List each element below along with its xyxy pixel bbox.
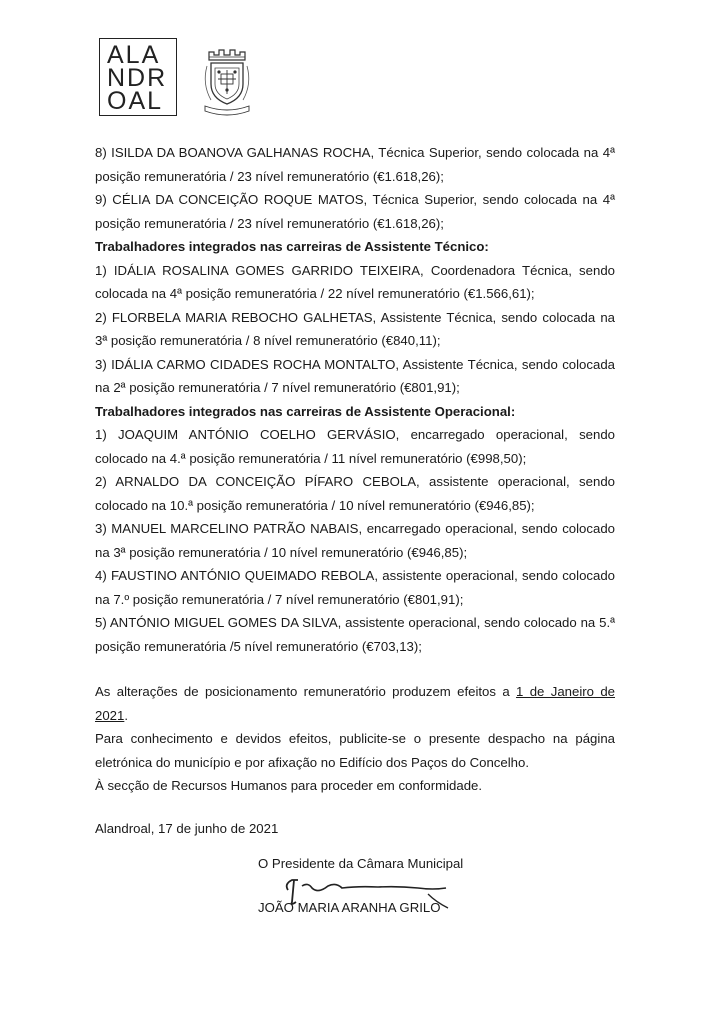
list-item: 3) IDÁLIA CARMO CIDADES ROCHA MONTALTO, Assistente Técnica, sendo colocada na 2ª posição remuneratória / 7 nível remuneratório (€801,91); [95, 356, 615, 395]
alandroal-logo [99, 38, 177, 116]
despacho-body [95, 141, 615, 798]
list-item: 4) FAUSTINO ANTÓNIO QUEIMADO REBOLA, assistente operacional, sendo colocado na 7.º posição remuneratória / 7 nível remuneratório (€801,91); [95, 568, 615, 607]
list-item: 1) JOAQUIM ANTÓNIO COELHO GERVÁSIO, encarregado operacional, sendo colocado na 4.ª posição remuneratória / 11 nível remuneratório (€998,50); [95, 427, 615, 466]
effects-suffix: . [124, 707, 129, 723]
logo-line-1: ALA [107, 41, 161, 69]
list-item: 9) CÉLIA DA CONCEIÇÃO ROQUE MATOS, Técnica Superior, sendo colocada na 4ª posição remuneratória / 23 nível remuneratório (€1.618,26); [95, 192, 615, 231]
publication-statement: Para conhecimento e devidos efeitos, publicite-se o presente despacho na página eletrónica do município e por afixação no Edifício dos Paços do Concelho. [95, 731, 615, 770]
effects-prefix: As alterações de posicionamento remuneratório produzem efeitos a [95, 684, 517, 699]
place-date: Alandroal, 17 de junho de 2021 [95, 821, 279, 836]
section-heading-assistente-tecnico: Trabalhadores integrados nas carreiras de Assistente Técnico: [95, 239, 489, 254]
list-item: 2) ARNALDO DA CONCEIÇÃO PÍFARO CEBOLA, assistente operacional, sendo colocado na 10.ª posição remuneratória / 10 nível remuneratório (€946,85); [95, 474, 615, 513]
list-item: 2) FLORBELA MARIA REBOCHO GALHETAS, Assistente Técnica, sendo colocada na 3ª posição remuneratória / 8 nível remuneratório (€840,11); [95, 309, 615, 348]
signatory-title: O Presidente da Câmara Municipal [258, 856, 464, 871]
logo-line-2: NDR [107, 64, 168, 92]
logo-line-3: OAL [107, 87, 164, 115]
section-heading-assistente-operacional: Trabalhadores integrados nas carreiras de Assistente Operacional: [95, 403, 516, 419]
list-item: 1) IDÁLIA ROSALINA GOMES GARRIDO TEIXEIRA, Coordenadora Técnica, sendo colocada na 4ª posição remuneratória / 22 nível remuneratório (€1.566,61); [95, 262, 615, 301]
list-item: 3) MANUEL MARCELINO PATRÃO NABAIS, encarregado operacional, sendo colocado na 3ª posição remuneratória / 10 nível remuneratório (€946,85); [95, 521, 615, 560]
effects-statement [95, 680, 615, 727]
hr-instruction: À secção de Recursos Humanos para proceder em conformidade. [95, 778, 483, 793]
letterhead [99, 38, 255, 122]
effects-date: 1 de Janeiro de 2021 [95, 684, 615, 723]
municipal-coat-of-arms-icon [199, 44, 255, 123]
signatory-name: JOÃO MARIA ARANHA GRILO [258, 900, 441, 915]
list-item: 8) ISILDA DA BOANOVA GALHANAS ROCHA, Técnica Superior, sendo colocada na 4ª posição remuneratória / 23 nível remuneratório (€1.618,26); [95, 145, 615, 184]
handwritten-signature-icon [278, 872, 458, 917]
list-item: 5) ANTÓNIO MIGUEL GOMES DA SILVA, assistente operacional, sendo colocado na 5.ª posição remuneratória /5 nível remuneratório (€703,13); [95, 615, 615, 654]
